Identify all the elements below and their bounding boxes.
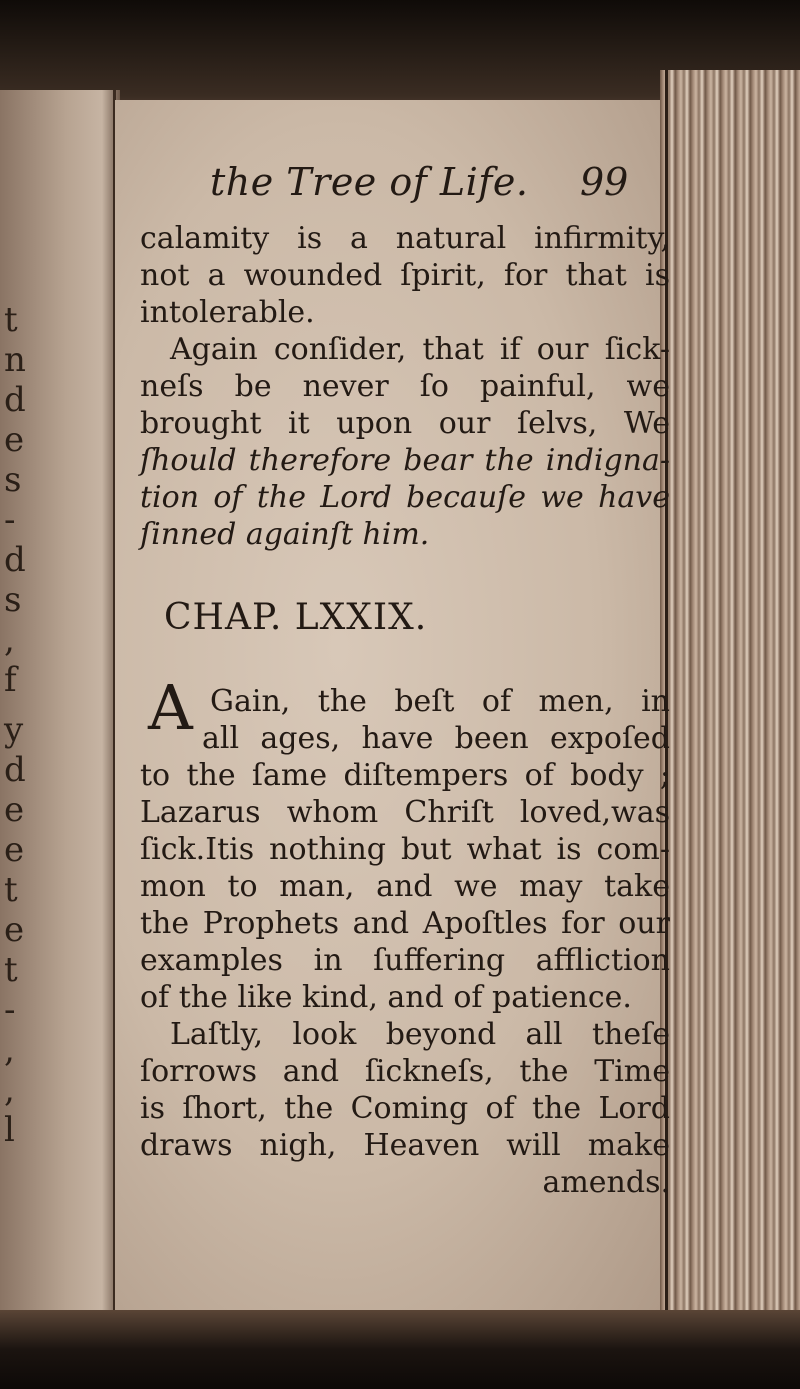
text-line: ſick.Itis nothing but what is com- bbox=[140, 832, 670, 867]
left-letter: e bbox=[4, 420, 25, 460]
paragraph-2 bbox=[140, 331, 670, 553]
text-line: draws nigh, Heaven will make bbox=[140, 1128, 670, 1163]
text-line: Lazarus whom Chriſt loved,was bbox=[140, 795, 670, 830]
text-line: brought it upon our ſelvs, We bbox=[140, 406, 670, 441]
text-line: ſorrows and ſickneſs, the Time bbox=[140, 1054, 670, 1089]
text-line: all ages, have been expoſed bbox=[202, 721, 670, 756]
left-letter: d bbox=[4, 750, 26, 790]
left-letter: f bbox=[4, 660, 17, 700]
right-page-edges bbox=[660, 70, 800, 1330]
left-letter: , bbox=[4, 620, 15, 660]
text-line: ſinned againſt him. bbox=[140, 517, 430, 552]
left-letter: s bbox=[4, 460, 22, 500]
left-letter: , bbox=[4, 1070, 15, 1110]
left-letter: d bbox=[4, 380, 26, 420]
left-letter: t bbox=[4, 870, 18, 910]
page-text bbox=[140, 160, 670, 1201]
text-line: the Prophets and Apoſtles for our bbox=[140, 906, 670, 941]
text-line: to the ſame diſtempers of body ; bbox=[140, 758, 670, 793]
left-letter: n bbox=[4, 340, 26, 380]
left-letter: e bbox=[4, 790, 25, 830]
left-page-letters bbox=[0, 90, 28, 1320]
paragraph-4 bbox=[140, 1016, 670, 1201]
text-line: of the like kind, and of patience. bbox=[140, 980, 632, 1015]
running-head-title: the Tree of Life. bbox=[210, 160, 529, 204]
text-line: calamity is a natural infirmity, bbox=[140, 221, 670, 256]
left-letter: l bbox=[4, 1110, 15, 1150]
left-letter: t bbox=[4, 950, 18, 990]
left-letter: y bbox=[4, 710, 24, 750]
left-letter: , bbox=[4, 1030, 15, 1070]
left-letter: t bbox=[4, 300, 18, 340]
text-line: intolerable. bbox=[140, 295, 315, 330]
paragraph-3 bbox=[140, 671, 670, 1016]
paragraph-1 bbox=[140, 220, 670, 331]
running-head bbox=[140, 160, 670, 220]
text-line: examples in ſuffering affliction bbox=[140, 943, 670, 978]
text-line: mon to man, and we may take bbox=[140, 869, 670, 904]
left-letter: d bbox=[4, 540, 26, 580]
text-line: Again conſider, that if our ſick- bbox=[170, 332, 670, 367]
page-number: 99 bbox=[580, 160, 629, 204]
closing-word: amends. bbox=[542, 1165, 670, 1200]
left-letter: - bbox=[4, 990, 16, 1030]
background-bottom bbox=[0, 1310, 800, 1389]
text-line: not a wounded ſpirit, for that is bbox=[140, 258, 670, 293]
left-letter: e bbox=[4, 910, 25, 950]
text-line: is ſhort, the Coming of the Lord bbox=[140, 1091, 670, 1126]
text-line: neſs be never ſo painful, we bbox=[140, 369, 670, 404]
drop-cap: A bbox=[148, 671, 193, 744]
text-line: Laſtly, look beyond all theſe bbox=[170, 1017, 670, 1052]
text-line: ſhould therefore bear the indigna- bbox=[140, 443, 670, 478]
text-line: Gain, the beſt of men, in bbox=[210, 684, 670, 719]
left-letter: s bbox=[4, 580, 22, 620]
left-letter: e bbox=[4, 830, 25, 870]
left-page-strip bbox=[0, 90, 120, 1320]
text-line: tion of the Lord becauſe we have bbox=[140, 480, 670, 515]
left-letter: - bbox=[4, 500, 16, 540]
chapter-heading: CHAP. LXXIX. bbox=[164, 597, 428, 638]
